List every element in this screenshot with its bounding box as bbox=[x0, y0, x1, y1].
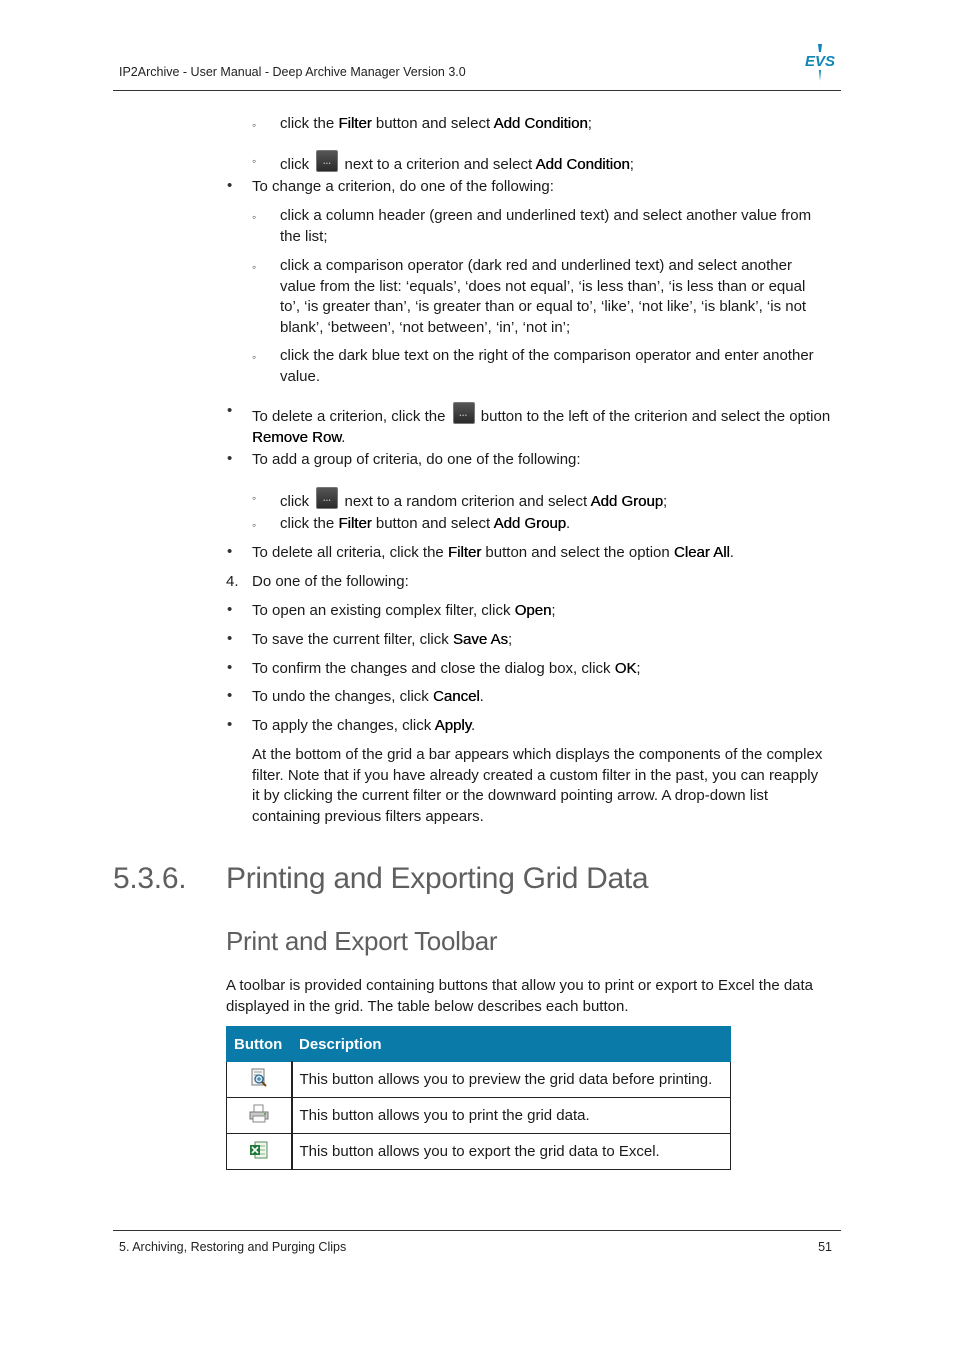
description-cell: This button allows you to print the grid data. bbox=[292, 1098, 731, 1134]
bullet: • bbox=[227, 177, 233, 194]
evs-logo bbox=[803, 42, 837, 82]
section-number: 5.3.6. bbox=[113, 862, 187, 895]
excel-export-icon[interactable] bbox=[249, 1140, 269, 1160]
icon-cell bbox=[227, 1098, 292, 1134]
bullet: ◦ bbox=[252, 118, 257, 132]
table-row bbox=[227, 1134, 731, 1170]
bullet: • bbox=[227, 402, 233, 419]
list-item: To change a criterion, do one of the following: bbox=[252, 178, 554, 195]
list-item: Do one of the following: bbox=[252, 573, 409, 590]
list-item: click a column header (green and underlined text) and select another value from the list; bbox=[280, 207, 812, 245]
intro-paragraph: A toolbar is provided containing buttons that allow you to print or export to Excel the data displayed in the grid. The table below describes each button. bbox=[226, 977, 814, 1015]
list-item: To apply the changes, click Apply. bbox=[252, 717, 476, 734]
list-item: To save the current filter, click Save As; bbox=[252, 631, 513, 648]
list-item: To delete all criteria, click the Filter button and select the option Clear All. bbox=[252, 544, 734, 561]
bullet: • bbox=[227, 601, 233, 618]
step-number: 4. bbox=[226, 573, 239, 590]
list-item: click a comparison operator (dark red and underlined text) and select another value from the list: ‘equals’, ‘does not equal’, ‘is less than’, ‘is less than or equal to’, ‘is greater than’, ‘is greater than or equal to’, ‘like’, ‘not like’, ‘is blank’, ‘is not blank’, ‘between’, ‘not between’, ‘in’, ‘not in’; bbox=[280, 257, 807, 336]
list-item: To delete a criterion, click the ••• button to the left of the criterion and select the option Remove Row. bbox=[252, 402, 830, 448]
header-rule bbox=[113, 90, 841, 91]
list-item: click the dark blue text on the right of the comparison operator and enter another value. bbox=[280, 347, 814, 385]
list-item: click the Filter button and select Add Group. bbox=[280, 515, 571, 532]
bullet: • bbox=[227, 450, 233, 467]
header-description: Description bbox=[292, 1027, 731, 1062]
bullet: ◦ bbox=[252, 518, 257, 532]
list-item: To add a group of criteria, do one of the following: bbox=[252, 451, 581, 468]
more-options-icon bbox=[316, 487, 338, 509]
description-cell: This button allows you to export the grid data to Excel. bbox=[292, 1134, 731, 1170]
list-item: To open an existing complex filter, click Open; bbox=[252, 602, 556, 619]
header-button: Button bbox=[227, 1027, 292, 1062]
section-title: Printing and Exporting Grid Data bbox=[226, 862, 649, 895]
printer-icon[interactable] bbox=[248, 1104, 270, 1124]
list-item: click ••• next to a random criterion and select Add Group; bbox=[280, 487, 667, 513]
bullet: • bbox=[227, 659, 233, 676]
button-table bbox=[226, 1026, 731, 1170]
logo-text: EVS bbox=[804, 53, 836, 70]
more-options-icon bbox=[453, 402, 475, 424]
bullet: • bbox=[227, 543, 233, 560]
bullet: ◦ bbox=[252, 154, 257, 168]
more-options-icon bbox=[316, 150, 338, 172]
footer-rule bbox=[113, 1230, 841, 1231]
bullet: ◦ bbox=[252, 350, 257, 364]
bullet: ◦ bbox=[252, 260, 257, 274]
table-header-row bbox=[227, 1027, 731, 1062]
bullet: • bbox=[227, 630, 233, 647]
bullet: • bbox=[227, 687, 233, 704]
footer-chapter: 5. Archiving, Restoring and Purging Clips bbox=[119, 1240, 347, 1254]
running-header: IP2Archive - User Manual - Deep Archive Manager Version 3.0 bbox=[119, 65, 466, 79]
page-number: 51 bbox=[818, 1240, 832, 1254]
bullet: ◦ bbox=[252, 210, 257, 224]
table-row bbox=[227, 1098, 731, 1134]
bullet: ◦ bbox=[252, 491, 257, 505]
icon-cell bbox=[227, 1062, 292, 1098]
list-item: To confirm the changes and close the dialog box, click OK; bbox=[252, 660, 641, 677]
list-item: click the Filter button and select Add Condition; bbox=[280, 115, 592, 132]
print-preview-icon[interactable] bbox=[249, 1068, 269, 1088]
list-item: To undo the changes, click Cancel. bbox=[252, 688, 484, 705]
bullet: • bbox=[227, 716, 233, 733]
section-heading bbox=[113, 862, 648, 896]
paragraph: At the bottom of the grid a bar appears which displays the components of the complex filter. Note that if you have already created a custom filter in the past, you can reapply it by clicking the current filter or the downward pointing arrow. A drop-down list containing previous filters appears. bbox=[252, 746, 823, 825]
table-row bbox=[227, 1062, 731, 1098]
description-cell: This button allows you to preview the grid data before printing. bbox=[292, 1062, 731, 1098]
icon-cell bbox=[227, 1134, 292, 1170]
list-item: click ••• next to a criterion and select Add Condition; bbox=[280, 150, 634, 176]
subsection-heading: Print and Export Toolbar bbox=[226, 926, 498, 956]
